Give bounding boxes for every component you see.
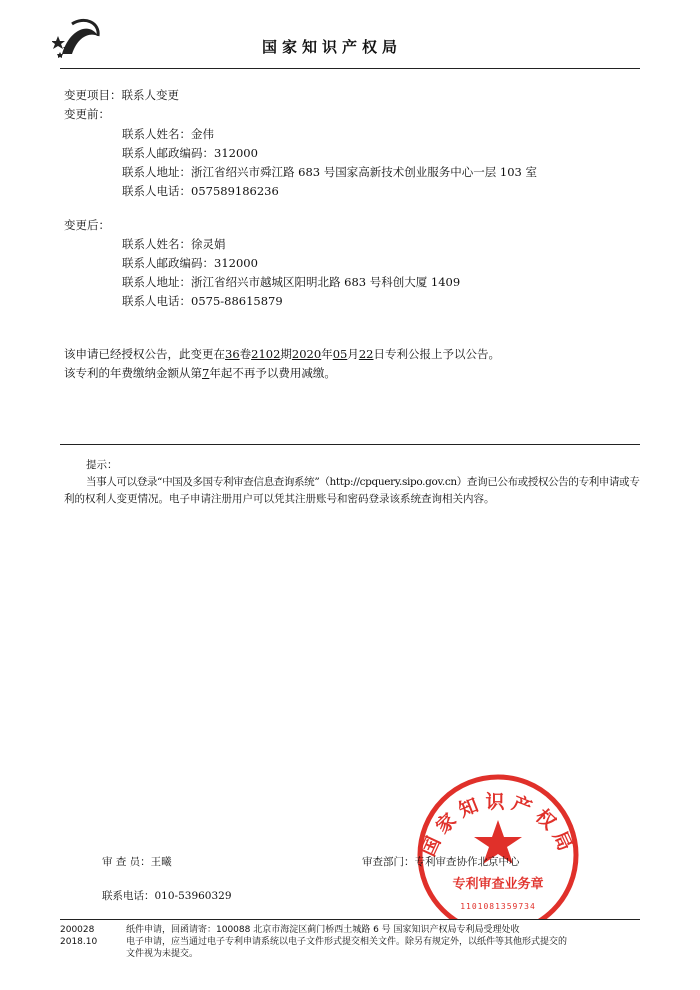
gazette-year: 2020 — [291, 347, 322, 361]
office-name: 国家知识产权局 — [262, 38, 403, 56]
footer-line-3: 文件视为未提交。 — [126, 949, 199, 959]
after-contact-postcode: 联系人邮政编码：312000 — [122, 256, 258, 270]
gazette-day: 22 — [358, 347, 374, 361]
form-code: 200028 — [60, 925, 95, 935]
fee-year: 7 — [202, 366, 210, 380]
examining-department: 审查部门：专利审查协作北京中心 — [362, 856, 520, 868]
before-contact-phone: 联系人电话：057589186236 — [122, 184, 279, 198]
gazette-month: 05 — [332, 347, 348, 361]
form-date: 2018.10 — [60, 937, 98, 947]
after-contact-address: 联系人地址：浙江省绍兴市越城区阳明北路 683 号科创大厦 1409 — [122, 275, 461, 289]
change-item: 变更项目：联系人变更 — [64, 88, 179, 102]
cnipa-logo-icon — [52, 14, 102, 60]
announcement-text: 月 — [347, 347, 359, 361]
notice-divider — [60, 444, 640, 445]
seal-center-text: 专利审查业务章 — [452, 877, 544, 892]
notice-title: 提示： — [86, 459, 118, 471]
after-contact-name: 联系人姓名：徐灵娟 — [122, 237, 226, 251]
announcement-text: 该申请已经授权公告，此变更在 — [64, 347, 225, 361]
notice-line-2: 利的权利人变更情况。电子申请注册用户可以凭其注册账号和密码登录该系统查询相关内容。 — [64, 493, 495, 505]
examiner: 审 查 员：王曦 — [102, 856, 172, 868]
fee-text: 年起不再予以费用减缴。 — [209, 366, 336, 380]
announcement-line — [64, 346, 500, 362]
official-seal-icon — [408, 770, 588, 920]
announcement-text: 期 — [280, 347, 292, 361]
before-title: 变更前： — [64, 107, 110, 121]
before-contact-postcode: 联系人邮政编码：312000 — [122, 146, 258, 160]
after-title: 变更后： — [64, 218, 110, 232]
before-contact-address: 联系人地址：浙江省绍兴市舜江路 683 号国家高新技术创业服务中心一层 103 室 — [122, 165, 538, 179]
seal-number: 1101081359734 — [460, 902, 536, 911]
header-divider — [60, 68, 640, 69]
fee-text: 该专利的年费缴纳金额从第 — [64, 366, 202, 380]
after-contact-phone: 联系人电话：0575-88615879 — [122, 294, 283, 308]
announcement-text: 卷 — [239, 347, 252, 361]
before-contact-name: 联系人姓名：金伟 — [122, 127, 214, 141]
fee-line — [64, 365, 336, 381]
gazette-issue: 2102 — [251, 347, 281, 361]
footer-line-1: 纸件申请，回函请寄：100088 北京市海淀区蓟门桥西土城路 6 号 国家知识产权局专利局受理处收 — [126, 925, 520, 935]
footer-divider — [60, 919, 640, 920]
contact-phone: 联系电话：010-53960329 — [102, 890, 232, 902]
announcement-text: 日专利公报上予以公告。 — [373, 347, 500, 361]
notice-line-1: 当事人可以登录“中国及多国专利审查信息查询系统”（http://cpquery.sipo.gov.cn）查询已公布或授权公告的专利申请或专 — [86, 476, 640, 488]
footer-line-2: 电子申请，应当通过电子专利申请系统以电子文件形式提交相关文件。除另有规定外，以纸件等其他形式提交的 — [126, 937, 568, 947]
announcement-text: 年 — [321, 347, 333, 361]
seal-ring-text: 国家知识产权局 — [417, 790, 579, 860]
gazette-volume: 36 — [225, 347, 240, 361]
